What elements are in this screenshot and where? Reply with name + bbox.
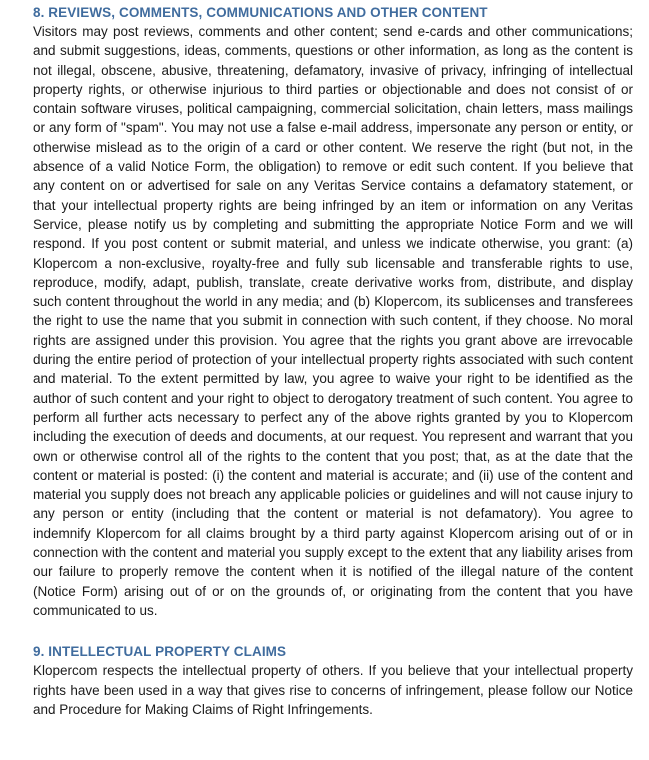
- section-body-reviews: Visitors may post reviews, comments and other content; send e-cards and other communications; and submit suggestions, ideas, comments, questions or other information, as long as the content is not illegal, obscene, abusive, threatening, defamatory, invasive of privacy, infringing of intellectual property rights, or otherwise injurious to third parties or objectionable and does not consist of or contain software viruses, political campaigning, commercial solicitation, chain letters, mass mailings or any form of "spam". You may not use a false e-mail address, impersonate any person or entity, or otherwise mislead as to the origin of a card or other content. We reserve the right (but not, in the absence of a valid Notice Form, the obligation) to remove or edit such content. If you believe that any content on or advertised for sale on any Veritas Service contains a defamatory statement, or that your intellectual property rights are being infringed by an item or information on any Veritas Service, please notify us by completing and submitting the appropriate Notice Form and we will respond. If you post content or submit material, and unless we indicate otherwise, you grant: (a) Klopercom a non-exclusive, royalty-free and fully sub licensable and transferable rights to use, reproduce, modify, adapt, publish, translate, create derivative works from, distribute, and display such content throughout the world in any media; and (b) Klopercom, its sublicenses and transferees the right to use the name that you submit in connection with such content, if they choose. No moral rights are assigned under this provision. You agree that the rights you grant above are irrevocable during the entire period of protection of your intellectual property rights associated with such content and material. To the extent permitted by law, you agree to waive your right to be identified as the author of such content and your right to object to derogatory treatment of such content. You agree to perform all further acts necessary to perfect any of the above rights granted by you to Klopercom including the execution of deeds and documents, at our request. You represent and warrant that you own or otherwise control all of the rights to the content that you post; that, as at the date that the content or material is posted: (i) the content and material is accurate; and (ii) use of the content and material you supply does not breach any applicable policies or guidelines and will not cause injury to any person or entity (including that the content or material is not defamatory). You agree to indemnify Klopercom for all claims brought by a third party against Klopercom arising out of or in connection with the content and material you supply except to the extent that any liability arises from our failure to properly remove the content when it is notified of the illegal nature of the content (Notice Form) arising out of or on the grounds of, or originating from the content that you have communicated to us.: [33, 24, 633, 618]
- section-body-ip-claims: Klopercom respects the intellectual property of others. If you believe that your intellectual property rights have been used in a way that gives rise to concerns of infringement, please follow our Notice and Procedure for Making Claims of Right Infringements.: [33, 663, 633, 717]
- section-heading-ip-claims: 9. INTELLECTUAL PROPERTY CLAIMS: [33, 644, 287, 660]
- section-intellectual-property-claims: [33, 642, 633, 719]
- section-heading-reviews: 8. REVIEWS, COMMENTS, COMMUNICATIONS AND OTHER CONTENT: [33, 5, 488, 20]
- section-reviews-comments-content: [33, 3, 633, 620]
